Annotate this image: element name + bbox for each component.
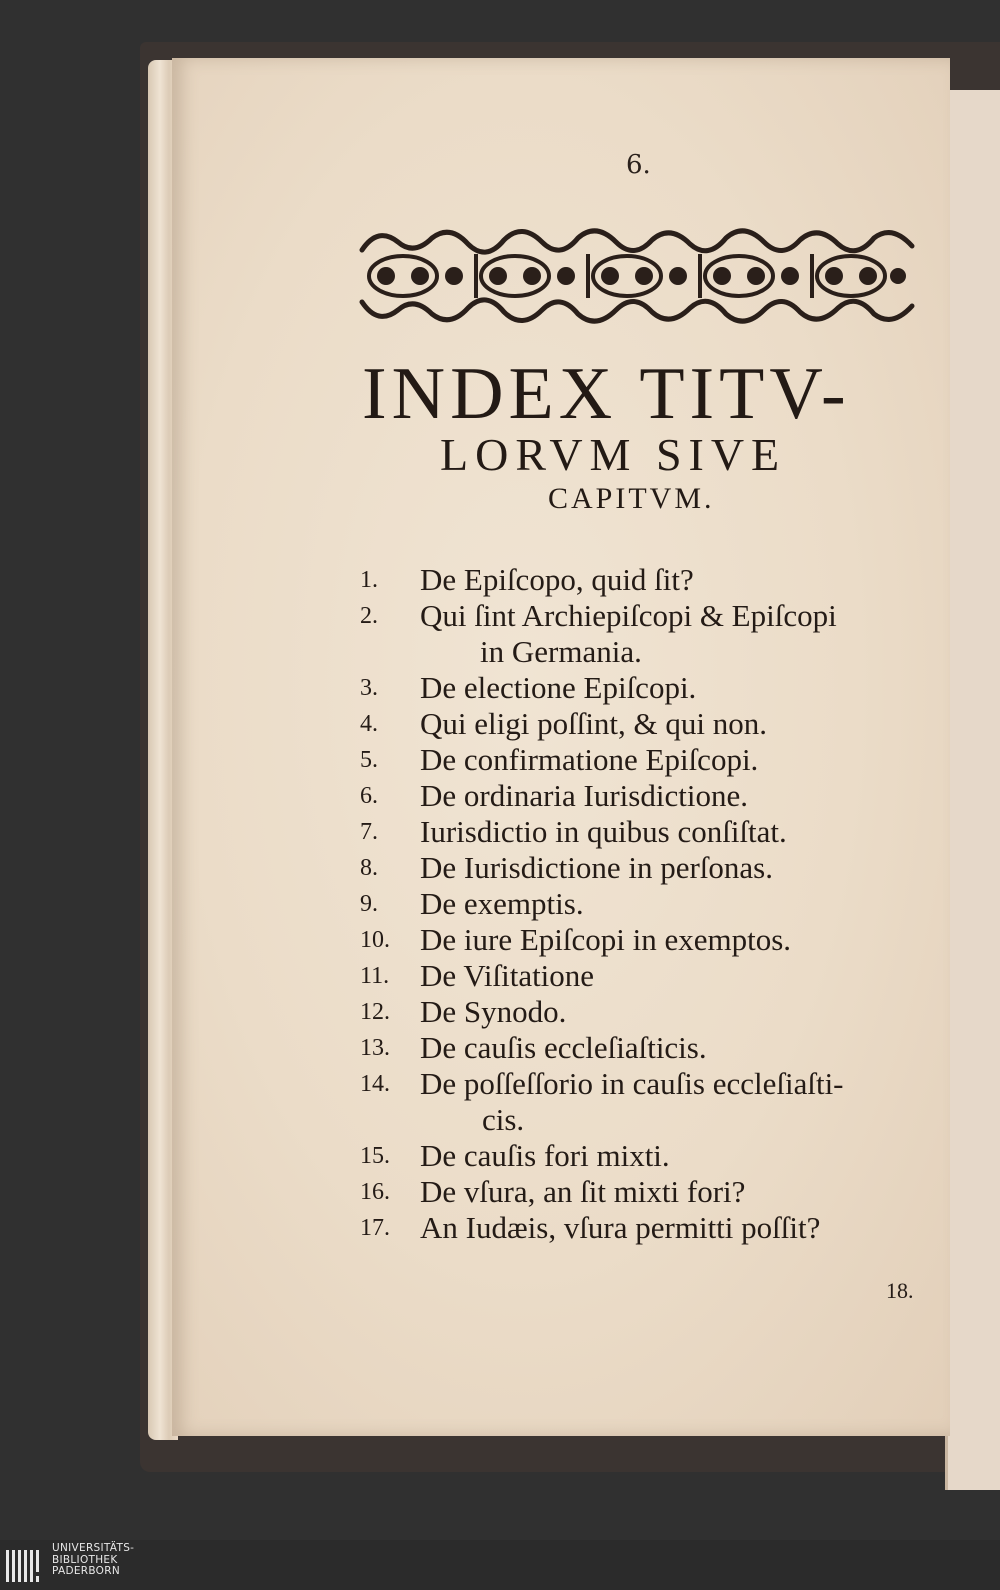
toc-entry-number: 7. bbox=[360, 819, 378, 845]
toc-entry-title: De confirmatione Epiſcopi. bbox=[420, 742, 759, 777]
toc-entry bbox=[360, 850, 940, 886]
facing-page-edge bbox=[945, 90, 1000, 1490]
toc-entry-title: De poſſeſſorio in cauſis eccleſiaſti- bbox=[420, 1066, 844, 1101]
library-name-line-3: PADERBORN bbox=[52, 1565, 120, 1577]
toc-entry-title: De Iurisdictione in perſonas. bbox=[420, 850, 773, 885]
toc-entry bbox=[360, 1066, 940, 1102]
toc-entry bbox=[360, 598, 940, 634]
library-name-line-2: BIBLIOTHEK bbox=[52, 1553, 118, 1566]
toc-entry-continuation bbox=[360, 634, 940, 670]
toc-entry-number: 16. bbox=[360, 1179, 390, 1205]
toc-entry-number: 15. bbox=[360, 1143, 390, 1169]
title-line-2: LORVM SIVE bbox=[440, 429, 787, 480]
toc-entry-number: 11. bbox=[360, 963, 390, 989]
toc-entry bbox=[360, 1138, 940, 1174]
toc-entry bbox=[360, 814, 940, 850]
toc-entry-number: 4. bbox=[360, 711, 378, 737]
page-number: 6. bbox=[626, 150, 651, 180]
toc-entry bbox=[360, 562, 940, 598]
toc-entry bbox=[360, 1210, 940, 1246]
toc-entry bbox=[360, 706, 940, 742]
toc-entry-title: De Viſitatione bbox=[420, 958, 595, 993]
toc-entry-title-continued: in Germania. bbox=[480, 634, 642, 669]
toc-entry bbox=[360, 778, 940, 814]
toc-entry bbox=[360, 1030, 940, 1066]
toc-entry-title: De electione Epiſcopi. bbox=[420, 670, 697, 705]
toc-entry-title: De Synodo. bbox=[420, 994, 567, 1029]
toc-entry-title: De Epiſcopo, quid ſit? bbox=[420, 562, 694, 597]
toc-entry bbox=[360, 1174, 940, 1210]
toc-entry-number: 14. bbox=[360, 1071, 390, 1097]
toc-entry-number: 8. bbox=[360, 855, 378, 881]
toc-entry-number: 5. bbox=[360, 747, 378, 773]
toc-entry-number: 1. bbox=[360, 567, 378, 593]
toc-entry-title: De vſura, an ſit mixti fori? bbox=[420, 1174, 746, 1209]
toc-entry-number: 3. bbox=[360, 675, 378, 701]
toc-entry-title: De exemptis. bbox=[420, 886, 584, 921]
toc-entry-title: Iurisdictio in quibus conſiſtat. bbox=[420, 814, 787, 849]
library-footer bbox=[0, 1540, 1000, 1590]
toc-entry-title: Qui eligi poſſint, & qui non. bbox=[420, 706, 768, 741]
library-name-line-1: UNIVERSITÄTS- bbox=[52, 1542, 135, 1554]
toc-entry bbox=[360, 922, 940, 958]
toc-entry-number: 17. bbox=[360, 1215, 390, 1241]
toc-entry-title: De iure Epiſcopi in exemptos. bbox=[420, 922, 792, 957]
toc-entry-number: 9. bbox=[360, 891, 378, 917]
toc-entry-continuation bbox=[360, 1102, 940, 1138]
toc-entry-title: An Iudæis, vſura permitti poſſit? bbox=[420, 1210, 821, 1245]
library-name bbox=[52, 1543, 134, 1578]
toc-entry bbox=[360, 958, 940, 994]
toc-entry bbox=[360, 670, 940, 706]
toc-entry-number: 13. bbox=[360, 1035, 390, 1061]
toc-entry-title-continued: cis. bbox=[482, 1102, 525, 1137]
library-logo-icon bbox=[4, 1546, 46, 1586]
toc-entry-number: 10. bbox=[360, 927, 390, 953]
decorative-ornament-band bbox=[358, 220, 916, 332]
toc-entry-number: 12. bbox=[360, 999, 390, 1025]
toc-entry-title: De cauſis fori mixti. bbox=[420, 1138, 670, 1173]
toc-entry-number: 2. bbox=[360, 603, 378, 629]
table-of-contents bbox=[360, 562, 940, 1246]
toc-entry-number: 6. bbox=[360, 783, 378, 809]
catchword: 18. bbox=[886, 1278, 914, 1303]
toc-entry-title: De cauſis eccleſiaſticis. bbox=[420, 1030, 707, 1065]
toc-entry-title: Qui ſint Archiepiſcopi & Epiſcopi bbox=[420, 598, 837, 633]
toc-entry-title: De ordinaria Iurisdictione. bbox=[420, 778, 748, 813]
toc-entry bbox=[360, 994, 940, 1030]
toc-entry bbox=[360, 742, 940, 778]
toc-entry bbox=[360, 886, 940, 922]
title-line-3: CAPITVM. bbox=[548, 482, 715, 515]
title-line-1: INDEX TITV- bbox=[362, 353, 851, 435]
